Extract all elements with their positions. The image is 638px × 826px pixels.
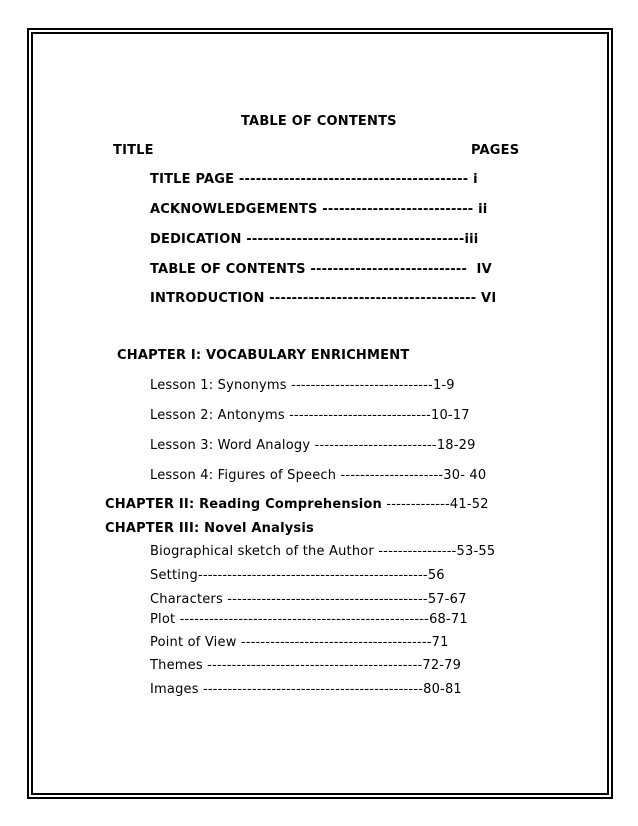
chapter-2-title: CHAPTER II: Reading Comprehension <box>105 497 382 512</box>
chapter-3-item-characters: Characters -----------------------------------------57-67 <box>150 592 467 607</box>
column-pages-label: PAGES <box>471 143 520 158</box>
chapter-3-item-setting: Setting-----------------------------------------------56 <box>150 568 445 583</box>
chapter-3-item-images: Images ---------------------------------------------80-81 <box>150 682 462 697</box>
chapter-1-lesson-4: Lesson 4: Figures of Speech ---------------------30- 40 <box>150 468 487 483</box>
toc-entry-dedication: DEDICATION ---------------------------------------iii <box>150 232 479 247</box>
chapter-3-item-biographical-sketch: Biographical sketch of the Author ----------------53-55 <box>150 544 496 559</box>
toc-entry-introduction: INTRODUCTION ------------------------------------- VI <box>150 291 497 306</box>
chapter-2-pages: -------------41-52 <box>382 497 489 512</box>
chapter-2-entry <box>105 497 489 513</box>
chapter-1-lesson-2: Lesson 2: Antonyms -----------------------------10-17 <box>150 408 470 423</box>
toc-entry-acknowledgements: ACKNOWLEDGEMENTS --------------------------- ii <box>150 202 488 217</box>
chapter-1-lesson-1: Lesson 1: Synonyms -----------------------------1-9 <box>150 378 455 393</box>
toc-entry-table-of-contents: TABLE OF CONTENTS ---------------------------- IV <box>150 262 492 277</box>
toc-heading: TABLE OF CONTENTS <box>241 114 397 129</box>
chapter-3-item-themes: Themes --------------------------------------------72-79 <box>150 658 462 673</box>
toc-entry-title-page: TITLE PAGE ----------------------------------------- i <box>150 172 478 187</box>
chapter-1-title: CHAPTER I: VOCABULARY ENRICHMENT <box>117 348 410 363</box>
chapter-1-lesson-3: Lesson 3: Word Analogy -------------------------18-29 <box>150 438 476 453</box>
column-title-label: TITLE <box>113 143 154 158</box>
chapter-3-title: CHAPTER III: Novel Analysis <box>105 521 314 536</box>
chapter-3-item-point-of-view: Point of View ---------------------------------------71 <box>150 635 449 650</box>
chapter-3-item-plot: Plot ---------------------------------------------------68-71 <box>150 612 468 627</box>
